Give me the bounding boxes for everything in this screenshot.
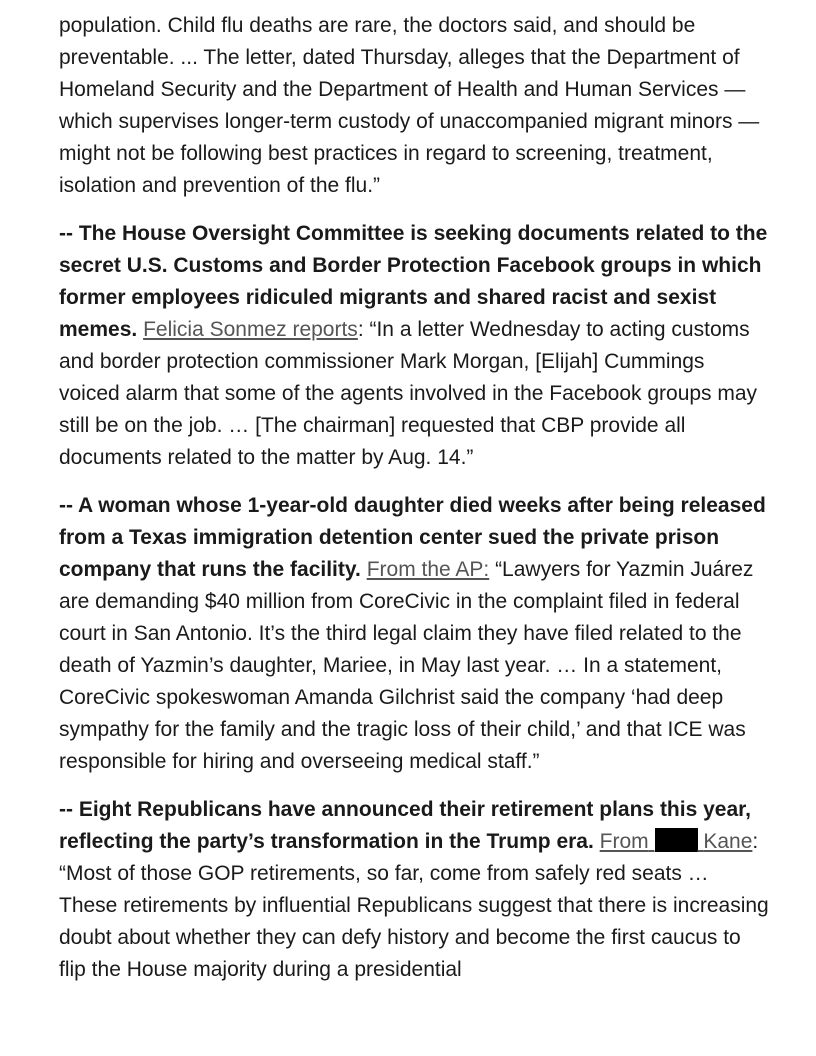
headline-retirements: -- Eight Republicans have announced their retirement plans this year, reflecting the party’s transformation in the Trump era. — [59, 798, 751, 853]
headline-oversight: -- The House Oversight Committee is seeking documents related to the secret U.S. Customs and Border Protection Facebook groups in which former employees ridiculed migrants and shared racist and sexist memes. — [59, 222, 768, 341]
link-from-kane[interactable] — [600, 830, 753, 853]
link-from-label: From — [599, 830, 649, 853]
link-felicia-sonmez[interactable]: Felicia Sonmez reports — [143, 318, 358, 341]
redaction-block — [655, 828, 698, 852]
paragraph-corecivic — [59, 490, 769, 778]
body-oversight: : “In a letter Wednesday to acting customs and border protection commissioner Mark Morgan, [Elijah] Cummings voiced alarm that some of the agents involved in the Facebook groups may still be on the job. … [The chairman] requested that CBP provide all documents related to the matter by Aug. 14.” — [59, 318, 758, 469]
paragraph-retirements — [59, 794, 769, 986]
paragraph-oversight — [59, 218, 769, 474]
headline-corecivic: -- A woman whose 1-year-old daughter died weeks after being released from a Texas immigration detention center sued the private prison company that runs the facility. — [59, 494, 766, 581]
link-from-ap[interactable]: From the AP: — [366, 558, 490, 581]
link-kane-label: Kane — [703, 830, 753, 853]
body-corecivic: “Lawyers for Yazmin Juárez are demanding $40 million from CoreCivic in the complaint filed in federal court in San Antonio. It’s the third legal claim they have filed related to the death of Yazmin’s daughter, Mariee, in May last year. … In a statement, CoreCivic spokeswoman Amanda Gilchrist said the company ‘had deep sympathy for the family and the tragic loss of their child,’ and that ICE was responsible for hiring and overseeing medical staff.” — [59, 558, 754, 773]
article-page — [59, 10, 769, 1002]
paragraph-flu-text: population. Child flu deaths are rare, the doctors said, and should be preventable. ... The letter, dated Thursday, alleges that the Department of Homeland Security and the Department of Health and Human Services — which supervises longer-term custody of unaccompanied migrant minors — might not be following best practices in regard to screening, treatment, isolation and prevention of the flu.” — [59, 14, 760, 197]
paragraph-flu — [59, 10, 769, 202]
body-retirements: : “Most of those GOP retirements, so far, come from safely red seats … These retirements by influential Republicans suggest that there is increasing doubt about whether they can defy history and become the first caucus to flip the House majority during a presidential — [59, 830, 769, 981]
